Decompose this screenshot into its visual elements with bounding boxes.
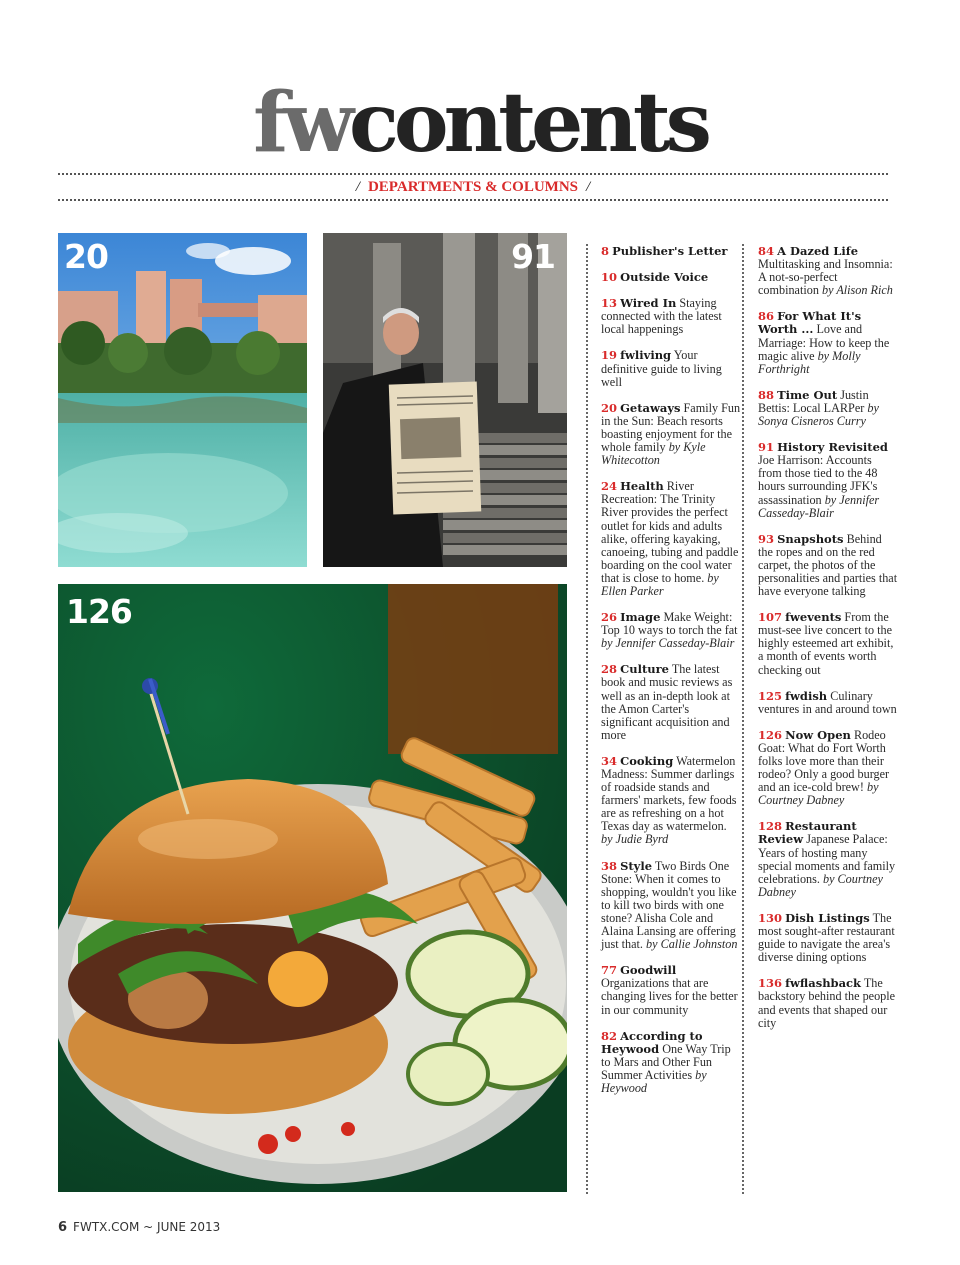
toc-title: Health — [620, 479, 664, 494]
toc-page-number: 24 — [601, 479, 618, 494]
toc-entry[interactable] — [758, 533, 898, 598]
toc-entry[interactable] — [758, 729, 898, 808]
toc-entry[interactable] — [758, 820, 898, 899]
toc-description: The most sought-after restaurant guide to navigate the area's diverse dining options — [758, 910, 895, 965]
toc-title: fwevents — [785, 610, 842, 625]
toc-page-number: 28 — [601, 662, 618, 677]
toc-page-number: 125 — [758, 688, 783, 703]
toc-title: Culture — [620, 662, 669, 677]
toc-description: Multitasking and Insomnia: A not-so-perfect combination — [758, 257, 893, 298]
toc-description: From the must-see live concert to the highly esteemed art exhibit, a month of events worth checking out — [758, 610, 894, 677]
toc-description: Love and Marriage: How to keep the magic alive — [758, 322, 890, 363]
toc-description: The latest book and music reviews as well as an in-depth look at the Amon Carter's significant acquisition and more — [601, 662, 733, 742]
toc-byline: by Molly Forthright — [758, 348, 861, 376]
toc-title: Restaurant Review — [758, 819, 857, 847]
toc-title: Outside Voice — [620, 270, 709, 285]
toc-description: Culinary ventures in and around town — [758, 688, 897, 716]
toc-byline: by Alison Rich — [821, 283, 893, 298]
toc-entry[interactable] — [601, 402, 741, 467]
burger-illustration — [58, 584, 567, 1192]
toc-description: Rodeo Goat: What do Fort Worth folks love more than their rodeo? Only a good burger and an ice-cold brew! — [758, 727, 890, 795]
toc-title: fwliving — [620, 348, 672, 363]
toc-description: Family Fun in the Sun: Beach resorts boasting enjoyment for the whole family — [601, 400, 741, 455]
toc-page-number: 82 — [601, 1028, 618, 1043]
toc-byline: by Jennifer Casseday-Blair — [601, 636, 735, 651]
column-divider-left — [586, 244, 588, 1194]
toc-title: Publisher's Letter — [612, 244, 728, 258]
toc-title: According to Heywood — [601, 1028, 703, 1056]
toc-description: Behind the ropes and on the red carpet, the photos of the personalities and parties that have everyone talking — [758, 531, 898, 599]
folio-text: FWTX.COM ~ JUNE 2013 — [73, 1220, 221, 1234]
toc-page-number: 126 — [758, 727, 783, 742]
photo-page-number: 91 — [511, 237, 555, 276]
toc-title: Wired In — [620, 296, 677, 311]
toc-description: Japanese Palace: Years of hosting many special moments and family celebrations. — [758, 832, 896, 886]
toc-entry[interactable] — [601, 1030, 741, 1095]
toc-title: Goodwill — [620, 963, 677, 978]
toc-title: fwdish — [785, 688, 828, 703]
toc-description: Joe Harrison: Accounts from those tied to the 48 hours surrounding JFK's assassination — [758, 453, 878, 507]
toc-column-2 — [758, 245, 898, 1043]
toc-page-number: 8 — [601, 244, 610, 258]
toc-description: Staying connected with the latest local happenings — [601, 296, 722, 337]
toc-page-number: 77 — [601, 963, 618, 978]
toc-title: Image — [620, 610, 661, 625]
toc-byline: by Judie Byrd — [601, 832, 669, 847]
toc-entry[interactable] — [601, 964, 741, 1016]
resort-illustration — [58, 233, 307, 567]
toc-entry[interactable] — [601, 611, 741, 650]
toc-entry[interactable] — [758, 245, 898, 297]
divider-top — [58, 173, 888, 175]
toc-description: One Way Trip to Mars and Other Fun Summer Activities — [601, 1041, 731, 1082]
toc-entry[interactable] — [601, 480, 741, 598]
toc-entry[interactable] — [601, 245, 741, 258]
toc-title: History Revisited — [777, 440, 888, 455]
toc-description: Justin Bettis: Local LARPer — [758, 387, 869, 415]
toc-page-number: 86 — [758, 309, 775, 324]
toc-entry[interactable] — [601, 297, 741, 336]
toc-page-number: 10 — [601, 270, 618, 285]
section-label: / DEPARTMENTS & COLUMNS / — [355, 179, 591, 195]
toc-entry[interactable] — [758, 389, 898, 428]
divider-bottom — [58, 199, 888, 201]
toc-page-number: 136 — [758, 976, 783, 991]
toc-description: Two Birds One Stone: When it comes to shopping, wouldn't you like to kill two birds with one stone? Alisha Cole and Alaina Lansing are offering just that. — [601, 858, 737, 952]
toc-description: Watermelon Madness: Summer darlings of roadside stands and farmers' markets, few foods are as refreshing on a hot Texas day as watermelon. — [601, 753, 737, 834]
column-divider-right — [742, 244, 744, 1194]
toc-title: For What It's Worth ... — [758, 309, 862, 337]
toc-entry[interactable] — [758, 690, 898, 716]
folio-page-number: 6 — [58, 1220, 68, 1235]
toc-byline: by Ellen Parker — [601, 570, 719, 598]
toc-byline: by Jennifer Casseday-Blair — [758, 492, 880, 520]
photo-resort — [58, 233, 307, 567]
toc-page-number: 128 — [758, 819, 783, 834]
toc-page-number: 26 — [601, 610, 618, 625]
toc-title: fwflashback — [785, 976, 862, 991]
toc-title: Dish Listings — [785, 910, 870, 925]
toc-description: Make Weight: Top 10 ways to torch the fat — [601, 610, 738, 638]
toc-entry[interactable] — [758, 310, 898, 375]
toc-byline: by Callie Johnston — [646, 937, 738, 952]
toc-entry[interactable] — [758, 912, 898, 964]
toc-page-number: 13 — [601, 296, 618, 311]
toc-page-number: 130 — [758, 910, 783, 925]
toc-entry[interactable] — [601, 349, 741, 388]
toc-column-1 — [601, 245, 741, 1108]
page-footer — [58, 1220, 220, 1235]
toc-byline: by Courtney Dabney — [758, 780, 879, 808]
toc-page-number: 88 — [758, 387, 775, 402]
toc-page-number: 34 — [601, 753, 618, 768]
toc-title: Snapshots — [777, 531, 844, 546]
toc-page-number: 84 — [758, 244, 775, 258]
toc-description: Organizations that are changing lives for the better in our community — [601, 976, 738, 1017]
toc-entry[interactable] — [758, 611, 898, 676]
toc-byline: by Courtney Dabney — [758, 871, 883, 899]
toc-byline: by Heywood — [601, 1067, 707, 1095]
photo-newspaper-man — [323, 233, 567, 567]
toc-page-number: 107 — [758, 610, 783, 625]
toc-entry[interactable] — [601, 663, 741, 742]
section-label-text: DEPARTMENTS & COLUMNS — [367, 179, 579, 195]
toc-description: The backstory behind the people and events that shaped our city — [758, 976, 896, 1030]
toc-page-number: 91 — [758, 440, 775, 455]
photo-page-number: 126 — [66, 592, 132, 631]
toc-byline: by Kyle Whitecotton — [601, 440, 706, 468]
toc-page-number: 38 — [601, 858, 618, 873]
toc-title: Getaways — [620, 400, 681, 415]
toc-entry[interactable] — [601, 860, 741, 952]
toc-page-number: 93 — [758, 531, 775, 546]
photo-page-number: 20 — [64, 237, 108, 276]
newspaper-man-illustration — [323, 233, 567, 567]
title-main: contents — [348, 75, 707, 171]
toc-title: Cooking — [620, 753, 674, 768]
toc-page-number: 19 — [601, 348, 618, 363]
page-title — [0, 75, 960, 171]
toc-description: Your definitive guide to living well — [601, 348, 722, 389]
toc-title: Time Out — [777, 387, 838, 402]
toc-description: River Recreation: The Trinity River provides the perfect outlet for kids and adults alike, offering kayaking, canoeing, tubing and paddle boarding on the cool water that is close to home. — [601, 479, 739, 585]
toc-entry[interactable] — [758, 977, 898, 1029]
toc-byline: by Sonya Cisneros Curry — [758, 400, 879, 429]
photo-burger — [58, 584, 567, 1192]
toc-entry[interactable] — [601, 755, 741, 847]
toc-page-number: 20 — [601, 400, 618, 415]
title-prefix: fw — [253, 75, 349, 171]
toc-title: A Dazed Life — [777, 244, 859, 258]
toc-entry[interactable] — [601, 271, 741, 284]
toc-title: Style — [620, 858, 653, 873]
toc-title: Now Open — [785, 727, 851, 742]
toc-entry[interactable] — [758, 441, 898, 520]
